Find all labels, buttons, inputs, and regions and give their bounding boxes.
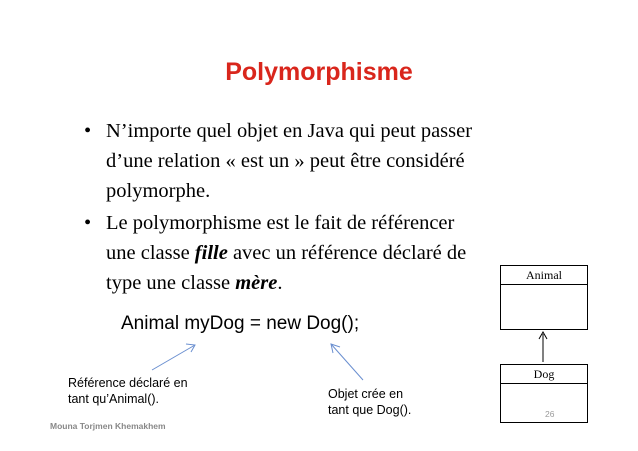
uml-class-dog-name: Dog	[501, 365, 587, 384]
emphasis-mere: mère	[235, 272, 278, 294]
bullet-1-line-3: polymorphe.	[106, 180, 211, 202]
bullet-2-line-2-end: avec un référence déclaré de	[227, 242, 467, 264]
bullet-icon: •	[84, 120, 92, 142]
bullet-1-line-2: d’une relation « est un » peut être considéré	[106, 150, 465, 172]
bullet-icon: •	[84, 212, 92, 234]
note-object-line-2: tant que Dog().	[328, 403, 412, 417]
uml-class-animal-name: Animal	[501, 266, 587, 285]
note-reference-line-2: tant qu’Animal().	[68, 392, 160, 406]
page-number: 26	[545, 409, 555, 419]
arrow-up-left-icon	[152, 344, 195, 370]
note-object-line-1: Objet crée en	[328, 387, 404, 401]
arrow-up-right-icon	[331, 344, 363, 380]
slide-title: Polymorphisme	[225, 58, 413, 86]
inheritance-arrow-icon	[539, 332, 547, 362]
bullet-2-line-2-start: une classe	[106, 242, 195, 264]
bullet-1-line-1: N’importe quel objet en Java qui peut passer	[106, 120, 473, 142]
author-footer: Mouna Torjmen Khemakhem	[50, 421, 166, 431]
bullet-2-line-1: Le polymorphisme est le fait de référencer	[106, 212, 455, 234]
note-reference-line-1: Référence déclaré en	[68, 376, 188, 390]
emphasis-fille: fille	[194, 242, 228, 264]
code-example: Animal myDog = new Dog();	[121, 313, 360, 334]
bullet-2-line-3-start: type une classe	[106, 272, 236, 294]
bullet-2-line-3-end: .	[277, 272, 283, 294]
